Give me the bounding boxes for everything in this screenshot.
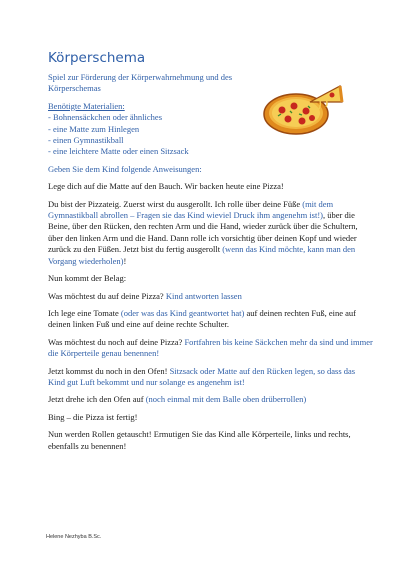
footer-author: Helene Nezhyba B.Sc. [46, 534, 102, 540]
hint-text: (wenn das Kind möchte, kann man den Vorgang wiederholen) [48, 244, 356, 266]
instruction-text: auf deinen rechten Fuß, eine auf deinen linken Fuß und eine auf deine rechte Schulter. [48, 307, 356, 330]
list-item: - eine leichtere Matte oder einen Sitzsack [48, 146, 189, 157]
instruction-text: Was möchtest du auf deine Pizza? [48, 290, 166, 301]
paragraph-intro: Lege dich auf die Matte auf den Bauch. Wir backen heute eine Pizza! [48, 181, 284, 192]
hint-text: (oder was das Kind geantwortet hat) [120, 307, 245, 318]
hint-text: Kind antworten lassen [165, 290, 242, 301]
paragraph-done: Bing – die Pizza ist fertig! [48, 411, 138, 422]
hint-text: (mit dem Gymnastikball abrollen – Fragen sie das Kind wieviel Druck ihm angenehm ist!) [48, 198, 334, 221]
materials-heading: Benötigte Materialien: [48, 100, 125, 111]
instruction-text: Jetzt kommst du noch in den Ofen! [48, 365, 170, 376]
instruction-text: ! [123, 255, 127, 266]
paragraph-swap-roles: Nun werden Rollen getauscht! Ermutigen Sie das Kind alle Körperteile, links und rechts, ebenfalls zu benennen! [48, 429, 351, 451]
materials-section [48, 101, 258, 158]
instruction-text: Du bist der Pizzateig. Zuerst wirst du ausgerollt. Ich rolle über deine Füße [48, 198, 303, 209]
paragraph-topping-question [48, 291, 374, 302]
list-item: - eine Matte zum Hinlegen [48, 123, 140, 134]
paragraph-oven-on [48, 394, 374, 405]
list-item: - einen Gymnastikball [48, 135, 124, 146]
hint-text: (noch einmal mit dem Balle oben drüberrollen) [145, 394, 307, 405]
instruction-text: , über die Beine, über den Rücken, den rechten Arm und die Hand, wieder zurück über die Schultern, über den linken Arm und die Hand. Dann rolle ich vorsichtig über deinen Kopf und wieder zurück zu den Füßen. Jetzt bist du fertig ausgerollt [48, 210, 358, 255]
list-item: - Bohnensäckchen oder ähnliches [48, 112, 162, 123]
paragraph-more-toppings [48, 337, 374, 360]
hint-text: Fortfahren bis keine Säckchen mehr da sind und immer die Körperteile genau benennen! [48, 336, 373, 359]
instruction-text: Jetzt drehe ich den Ofen auf [48, 394, 146, 405]
paragraph-rolling [48, 199, 374, 267]
document-body [48, 72, 374, 458]
paragraph-tomato [48, 308, 374, 331]
hint-text: Sitzsack oder Matte auf den Rücken legen, so dass das Kind gut Luft bekommt und nur solange es angenehm ist! [48, 365, 356, 387]
page-title: Körperschema [48, 50, 146, 66]
instruction-text: Ich lege eine Tomate [48, 307, 121, 318]
instructions-heading: Geben Sie dem Kind folgende Anweisungen: [48, 163, 202, 174]
instruction-text: Was möchtest du noch auf deine Pizza? [48, 336, 185, 347]
subtitle: Spiel zur Förderung der Körperwahrnehmung und des Körperschemas [48, 72, 233, 94]
paragraph-oven [48, 366, 374, 389]
paragraph-topping-intro: Nun kommt der Belag: [48, 273, 127, 284]
